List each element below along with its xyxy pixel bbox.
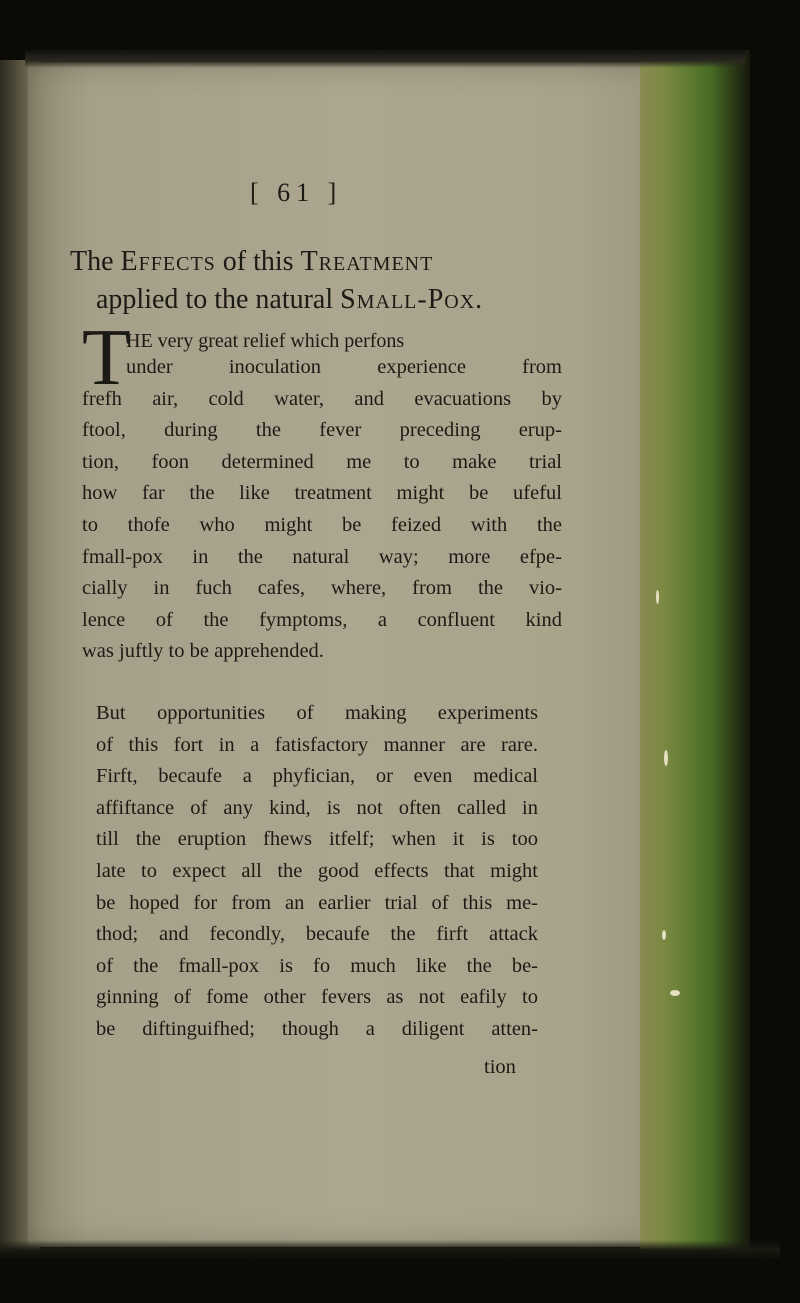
paragraph-line: Firft, becaufe a phyfician, or even medical <box>96 765 538 788</box>
paragraph-line: be diftinguifhed; though a diligent atten- <box>96 1017 538 1040</box>
paragraph-line: tion, foon determined me to make trial <box>82 450 562 473</box>
catchword: tion <box>484 1056 516 1078</box>
first-line: HE very great relief which perfons <box>126 330 405 352</box>
paragraph-line: till the eruption fhews itfelf; when it is too <box>96 828 538 851</box>
paragraph-1 <box>82 352 562 668</box>
bottom-page-edge <box>0 1240 780 1260</box>
chapter-heading-line-1: The Effects of this Treatment <box>70 246 434 277</box>
paragraph-line: frefh air, cold water, and evacuations by <box>82 387 562 410</box>
paragraph-line: of the fmall-pox is fo much like the be- <box>96 954 538 977</box>
top-page-edge <box>25 50 745 68</box>
paragraph-line: under inoculation experience from <box>126 356 562 378</box>
paragraph-line: lence of the fymptoms, a confluent kind <box>82 608 562 631</box>
paragraph-line: how far the like treatment might be ufeful <box>82 482 562 505</box>
paragraph-line: But opportunities of making experiments <box>96 702 538 724</box>
paragraph-line: was juftly to be apprehended. <box>82 640 324 663</box>
paragraph-line: late to expect all the good effects that might <box>96 859 538 882</box>
page-number: [ 61 ] <box>250 178 343 207</box>
paragraph-line: fmall-pox in the natural way; more efpe- <box>82 545 562 568</box>
paragraph-line: be hoped for from an earlier trial of this me- <box>96 891 538 914</box>
paragraph-line: ftool, during the fever preceding erup- <box>82 419 562 442</box>
paragraph-2 <box>96 698 538 1046</box>
book-gutter <box>640 50 750 1250</box>
drop-cap: T <box>82 314 131 402</box>
paragraph-line: to thofe who might be feized with the <box>82 513 562 536</box>
paragraph-line: cially in fuch cafes, where, from the vio- <box>82 577 562 600</box>
paragraph-line: affiftance of any kind, is not often called in <box>96 796 538 819</box>
paragraph-line: ginning of fome other fevers as not eafily to <box>96 986 538 1009</box>
paragraph-line: thod; and fecondly, becaufe the firft attack <box>96 923 538 946</box>
chapter-heading-line-2: applied to the natural Small-Pox. <box>96 284 483 315</box>
paragraph-line: of this fort in a fatisfactory manner are rare. <box>96 733 538 756</box>
